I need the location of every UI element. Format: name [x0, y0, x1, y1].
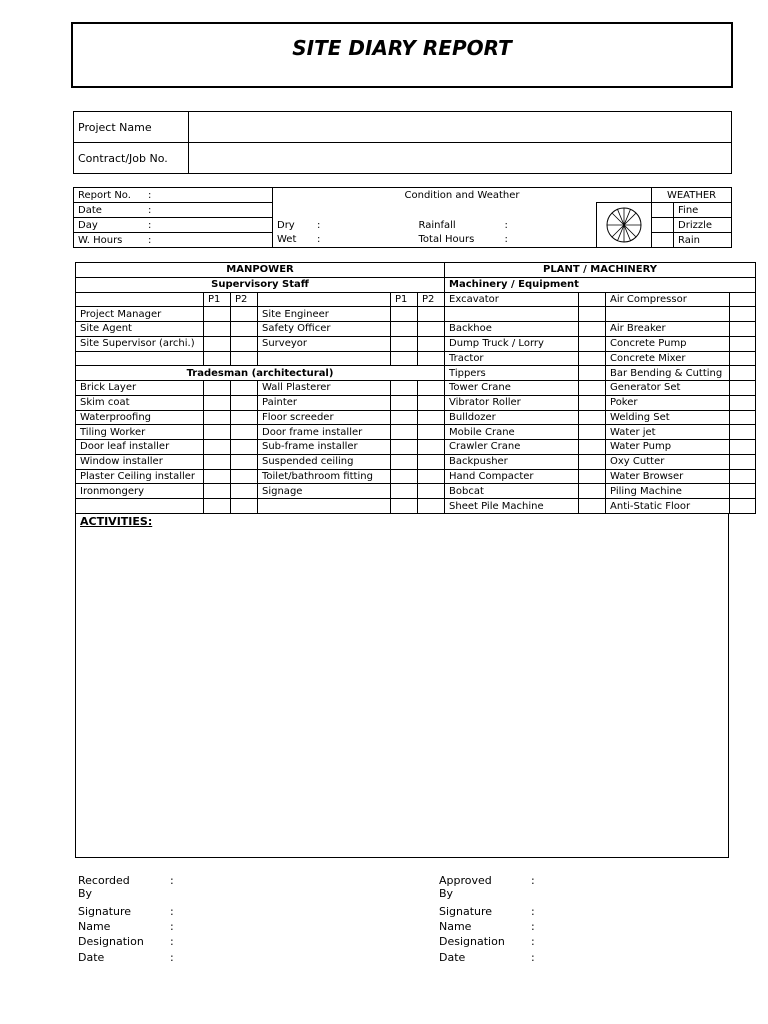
plant-item: Mobile Crane — [445, 425, 579, 440]
p2-cell[interactable] — [418, 484, 445, 499]
p1-cell[interactable] — [204, 381, 231, 396]
plant-count[interactable] — [579, 484, 606, 499]
p1-cell[interactable] — [204, 336, 231, 351]
plant-item — [445, 307, 579, 322]
plant-item: Poker — [606, 395, 730, 410]
plant-count[interactable] — [730, 395, 756, 410]
p1-cell[interactable] — [391, 469, 418, 484]
table-row — [76, 440, 756, 455]
p1-cell[interactable] — [204, 499, 231, 514]
day-label: Day : — [74, 218, 273, 233]
table-row — [76, 484, 756, 499]
p2-cell[interactable] — [418, 410, 445, 425]
table-row — [76, 381, 756, 396]
plant-item: Bulldozer — [445, 410, 579, 425]
w-hours-label: W. Hours : — [74, 233, 273, 248]
plant-item: Air Breaker — [606, 322, 730, 337]
p1-header: P1 — [391, 292, 418, 307]
plant-item: Tower Crane — [445, 381, 579, 396]
p1-cell[interactable] — [204, 469, 231, 484]
p2-cell[interactable] — [418, 395, 445, 410]
plant-item — [606, 307, 730, 322]
staff-label: Site Supervisor (archi.) — [76, 336, 204, 351]
blank-cell — [76, 351, 204, 366]
p1-cell[interactable] — [204, 395, 231, 410]
plant-item: Concrete Mixer — [606, 351, 730, 366]
plant-count[interactable] — [730, 454, 756, 469]
activities-box[interactable] — [75, 513, 729, 858]
plant-count[interactable] — [579, 307, 606, 322]
resource-table — [75, 262, 729, 514]
trade-label: Ironmongery — [76, 484, 204, 499]
plant-item: Piling Machine — [606, 484, 730, 499]
plant-item: Water Pump — [606, 440, 730, 455]
plant-item: Oxy Cutter — [606, 454, 730, 469]
p2-cell[interactable] — [231, 440, 258, 455]
plant-header: PLANT / MACHINERY — [445, 263, 756, 278]
plant-count[interactable] — [579, 336, 606, 351]
p2-cell[interactable] — [231, 395, 258, 410]
trade-label: Skim coat — [76, 395, 204, 410]
p2-cell[interactable] — [418, 307, 445, 322]
blank-cell — [258, 292, 391, 307]
plant-count[interactable] — [730, 469, 756, 484]
wheel-icon — [604, 205, 644, 245]
wet-label: Wet : — [273, 233, 414, 248]
staff-label: Site Agent — [76, 322, 204, 337]
table-row — [76, 336, 756, 351]
plant-count[interactable] — [730, 307, 756, 322]
plant-item: Bar Bending & Cutting — [606, 366, 730, 381]
plant-item: Welding Set — [606, 410, 730, 425]
activities-label: ACTIVITIES: — [80, 515, 153, 528]
plant-count[interactable] — [579, 425, 606, 440]
p2-cell[interactable] — [418, 454, 445, 469]
p2-header: P2 — [231, 292, 258, 307]
project-info-table — [73, 111, 731, 174]
plant-item: Crawler Crane — [445, 440, 579, 455]
plant-count[interactable] — [730, 484, 756, 499]
p1-cell[interactable] — [391, 454, 418, 469]
p2-cell[interactable] — [231, 454, 258, 469]
total-hours-label: Total Hours : — [414, 233, 597, 248]
table-row — [76, 351, 756, 366]
p1-cell[interactable] — [391, 425, 418, 440]
p1-header: P1 — [204, 292, 231, 307]
plant-count[interactable] — [730, 499, 756, 514]
machinery-header: Machinery / Equipment — [445, 277, 756, 292]
staff-label: Project Manager — [76, 307, 204, 322]
plant-count[interactable] — [730, 336, 756, 351]
p2-cell[interactable] — [418, 425, 445, 440]
p1-cell[interactable] — [204, 425, 231, 440]
table-row — [76, 454, 756, 469]
blank-cell — [76, 499, 204, 514]
staff-label: Safety Officer — [258, 322, 391, 337]
weather-drizzle-label: Drizzle — [674, 218, 732, 233]
plant-count[interactable] — [579, 454, 606, 469]
p1-cell[interactable] — [391, 381, 418, 396]
weather-symbol-cell — [597, 203, 652, 248]
report-no-label: Report No. : — [74, 188, 273, 203]
plant-item: Bobcat — [445, 484, 579, 499]
trade-label: Plaster Ceiling installer — [76, 469, 204, 484]
plant-count[interactable] — [579, 366, 606, 381]
report-info-table — [73, 187, 731, 248]
weather-header: WEATHER — [652, 188, 732, 203]
plant-count[interactable] — [730, 381, 756, 396]
p2-cell[interactable] — [418, 469, 445, 484]
plant-item: Generator Set — [606, 381, 730, 396]
staff-label: Surveyor — [258, 336, 391, 351]
trade-label: Signage — [258, 484, 391, 499]
table-row — [76, 469, 756, 484]
trade-label: Toilet/bathroom fitting — [258, 469, 391, 484]
project-name-field[interactable] — [189, 112, 732, 143]
p2-cell[interactable] — [231, 336, 258, 351]
contract-field[interactable] — [189, 143, 732, 174]
p2-cell[interactable] — [231, 469, 258, 484]
trade-label: Painter — [258, 395, 391, 410]
p1-cell[interactable] — [391, 395, 418, 410]
plant-count[interactable] — [579, 381, 606, 396]
p1-cell[interactable] — [391, 322, 418, 337]
trade-label: Door leaf installer — [76, 440, 204, 455]
table-row — [76, 277, 756, 292]
plant-item: Air Compressor — [606, 292, 730, 307]
plant-item: Backhoe — [445, 322, 579, 337]
plant-count[interactable] — [579, 499, 606, 514]
weather-rain-box[interactable] — [652, 233, 674, 248]
plant-item: Sheet Pile Machine — [445, 499, 579, 514]
manpower-header: MANPOWER — [76, 263, 445, 278]
contract-label: Contract/Job No. — [74, 143, 189, 174]
plant-item: Anti-Static Floor — [606, 499, 730, 514]
p2-cell[interactable] — [418, 499, 445, 514]
plant-count[interactable] — [730, 322, 756, 337]
supervisory-header: Supervisory Staff — [76, 277, 445, 292]
plant-item: Hand Compacter — [445, 469, 579, 484]
table-row — [76, 307, 756, 322]
rainfall-label: Rainfall : — [414, 218, 597, 233]
p1-cell[interactable] — [204, 484, 231, 499]
trade-label: Brick Layer — [76, 381, 204, 396]
weather-fine-label: Fine — [674, 203, 732, 218]
trade-label: Window installer — [76, 454, 204, 469]
plant-count[interactable] — [579, 410, 606, 425]
p1-cell[interactable] — [391, 307, 418, 322]
plant-count[interactable] — [579, 351, 606, 366]
p2-cell[interactable] — [231, 322, 258, 337]
project-name-label: Project Name — [74, 112, 189, 143]
plant-count[interactable] — [730, 366, 756, 381]
table-row — [76, 292, 756, 307]
plant-item: Concrete Pump — [606, 336, 730, 351]
blank-cell — [76, 292, 204, 307]
p1-cell[interactable] — [204, 440, 231, 455]
trade-label: Floor screeder — [258, 410, 391, 425]
p2-cell[interactable] — [231, 351, 258, 366]
p2-cell[interactable] — [231, 410, 258, 425]
weather-rain-label: Rain — [674, 233, 732, 248]
table-row — [76, 263, 756, 278]
p1-cell[interactable] — [204, 307, 231, 322]
page-title: SITE DIARY REPORT — [292, 36, 512, 60]
title-box — [71, 22, 733, 88]
tradesman-header: Tradesman (architectural) — [76, 366, 445, 381]
trade-label: Tiling Worker — [76, 425, 204, 440]
p1-cell[interactable] — [204, 454, 231, 469]
p1-cell[interactable] — [204, 410, 231, 425]
plant-item: Water jet — [606, 425, 730, 440]
p2-cell[interactable] — [231, 425, 258, 440]
p2-cell[interactable] — [418, 440, 445, 455]
plant-count[interactable] — [730, 351, 756, 366]
plant-count[interactable] — [579, 440, 606, 455]
table-row — [76, 410, 756, 425]
blank-cell — [258, 499, 391, 514]
trade-label: Door frame installer — [258, 425, 391, 440]
plant-count[interactable] — [730, 425, 756, 440]
staff-label: Site Engineer — [258, 307, 391, 322]
trade-label: Wall Plasterer — [258, 381, 391, 396]
p2-header: P2 — [418, 292, 445, 307]
trade-label: Sub-frame installer — [258, 440, 391, 455]
p1-cell[interactable] — [391, 484, 418, 499]
blank-cell — [258, 351, 391, 366]
p1-cell[interactable] — [391, 336, 418, 351]
plant-count[interactable] — [579, 469, 606, 484]
plant-count[interactable] — [730, 440, 756, 455]
p1-cell[interactable] — [391, 410, 418, 425]
p2-cell[interactable] — [418, 336, 445, 351]
p2-cell[interactable] — [231, 381, 258, 396]
p1-cell[interactable] — [204, 322, 231, 337]
p1-cell[interactable] — [391, 499, 418, 514]
plant-count[interactable] — [730, 410, 756, 425]
p2-cell[interactable] — [231, 484, 258, 499]
table-row — [76, 322, 756, 337]
plant-item: Water Browser — [606, 469, 730, 484]
plant-count[interactable] — [579, 292, 606, 307]
plant-item: Backpusher — [445, 454, 579, 469]
p1-cell[interactable] — [204, 351, 231, 366]
p2-cell[interactable] — [231, 499, 258, 514]
p2-cell[interactable] — [418, 381, 445, 396]
plant-count[interactable] — [579, 395, 606, 410]
plant-item: Tractor — [445, 351, 579, 366]
p2-cell[interactable] — [418, 322, 445, 337]
plant-count[interactable] — [579, 322, 606, 337]
table-row — [76, 499, 756, 514]
p2-cell[interactable] — [418, 351, 445, 366]
date-label: Date : — [74, 203, 273, 218]
table-row — [76, 395, 756, 410]
p2-cell[interactable] — [231, 307, 258, 322]
weather-drizzle-box[interactable] — [652, 218, 674, 233]
plant-count[interactable] — [730, 292, 756, 307]
plant-item: Excavator — [445, 292, 579, 307]
table-row — [76, 425, 756, 440]
condition-header: Condition and Weather — [273, 188, 652, 203]
dry-label: Dry : — [273, 218, 414, 233]
plant-item: Vibrator Roller — [445, 395, 579, 410]
plant-item: Dump Truck / Lorry — [445, 336, 579, 351]
trade-label: Suspended ceiling — [258, 454, 391, 469]
table-row — [76, 366, 756, 381]
p1-cell[interactable] — [391, 351, 418, 366]
trade-label: Waterproofing — [76, 410, 204, 425]
weather-fine-box[interactable] — [652, 203, 674, 218]
p1-cell[interactable] — [391, 440, 418, 455]
plant-item: Tippers — [445, 366, 579, 381]
